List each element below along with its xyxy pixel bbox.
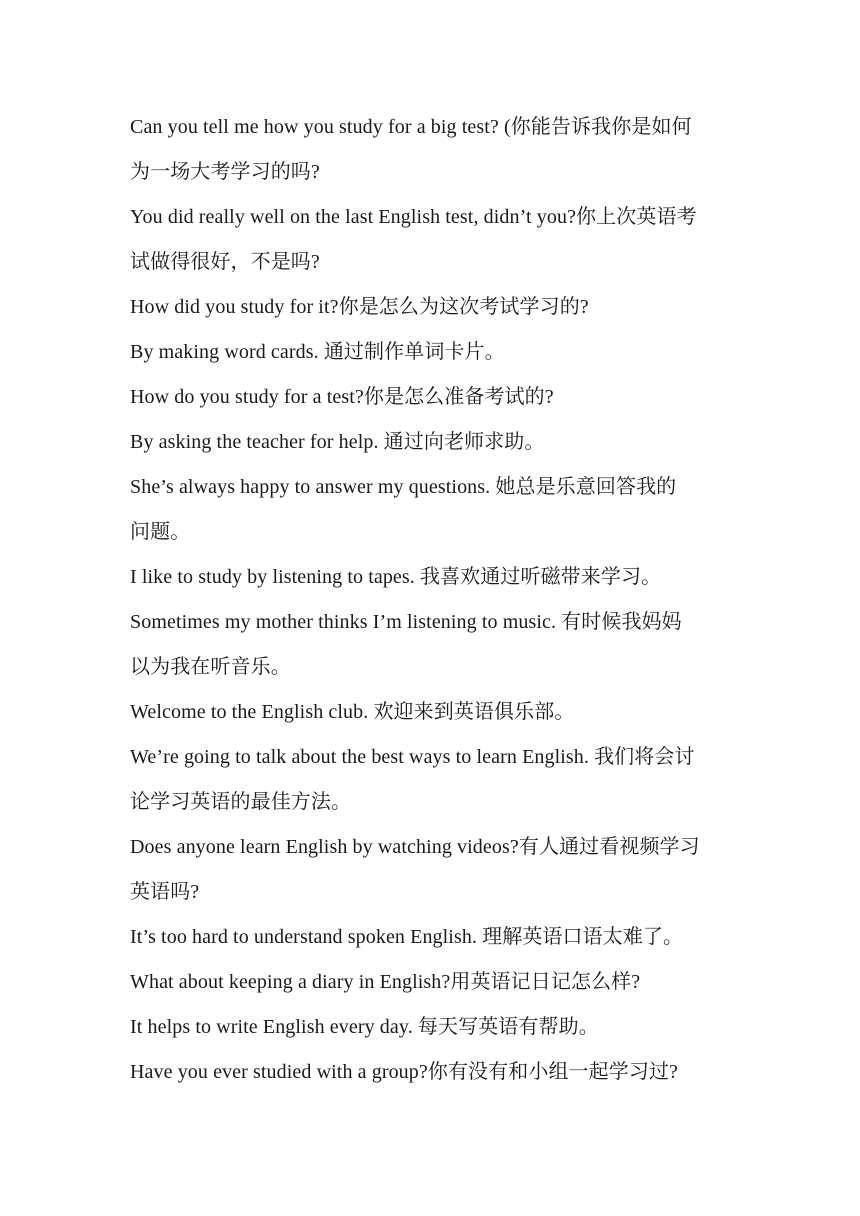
text-line: Sometimes my mother thinks I’m listening to music. 有时候我妈妈 [130,611,682,633]
text-line: By making word cards. 通过制作单词卡片。 [130,341,505,363]
text-line: 为一场大考学习的吗? [130,161,320,183]
text-line: Can you tell me how you study for a big test? (你能告诉我你是如何 [130,116,692,138]
text-line: It helps to write English every day. 每天写英语有帮助。 [130,1016,599,1038]
text-line: 论学习英语的最佳方法。 [130,791,352,813]
text-line: Does anyone learn English by watching videos?有人通过看视频学习 [130,836,700,858]
text-line: We’re going to talk about the best ways to learn English. 我们将会讨 [130,746,695,768]
text-line: How did you study for it?你是怎么为这次考试学习的? [130,296,589,318]
text-line: Have you ever studied with a group?你有没有和小组一起学习过? [130,1061,679,1083]
text-line: 以为我在听音乐。 [130,656,291,678]
document-body [130,105,730,1095]
text-line: 试做得很好，不是吗? [130,251,320,273]
text-line: 英语吗? [130,881,200,903]
text-line: She’s always happy to answer my questions. 她总是乐意回答我的 [130,476,677,498]
text-line: It’s too hard to understand spoken English. 理解英语口语太难了。 [130,926,684,948]
text-line: Welcome to the English club. 欢迎来到英语俱乐部。 [130,701,575,723]
text-line: 问题。 [130,521,191,543]
text-line: What about keeping a diary in English?用英语记日记怎么样? [130,971,641,993]
text-line: How do you study for a test?你是怎么准备考试的? [130,386,554,408]
text-line: You did really well on the last English test, didn’t you?你上次英语考 [130,206,697,228]
text-line: I like to study by listening to tapes. 我喜欢通过听磁带来学习。 [130,566,662,588]
text-line: By asking the teacher for help. 通过向老师求助。 [130,431,545,453]
